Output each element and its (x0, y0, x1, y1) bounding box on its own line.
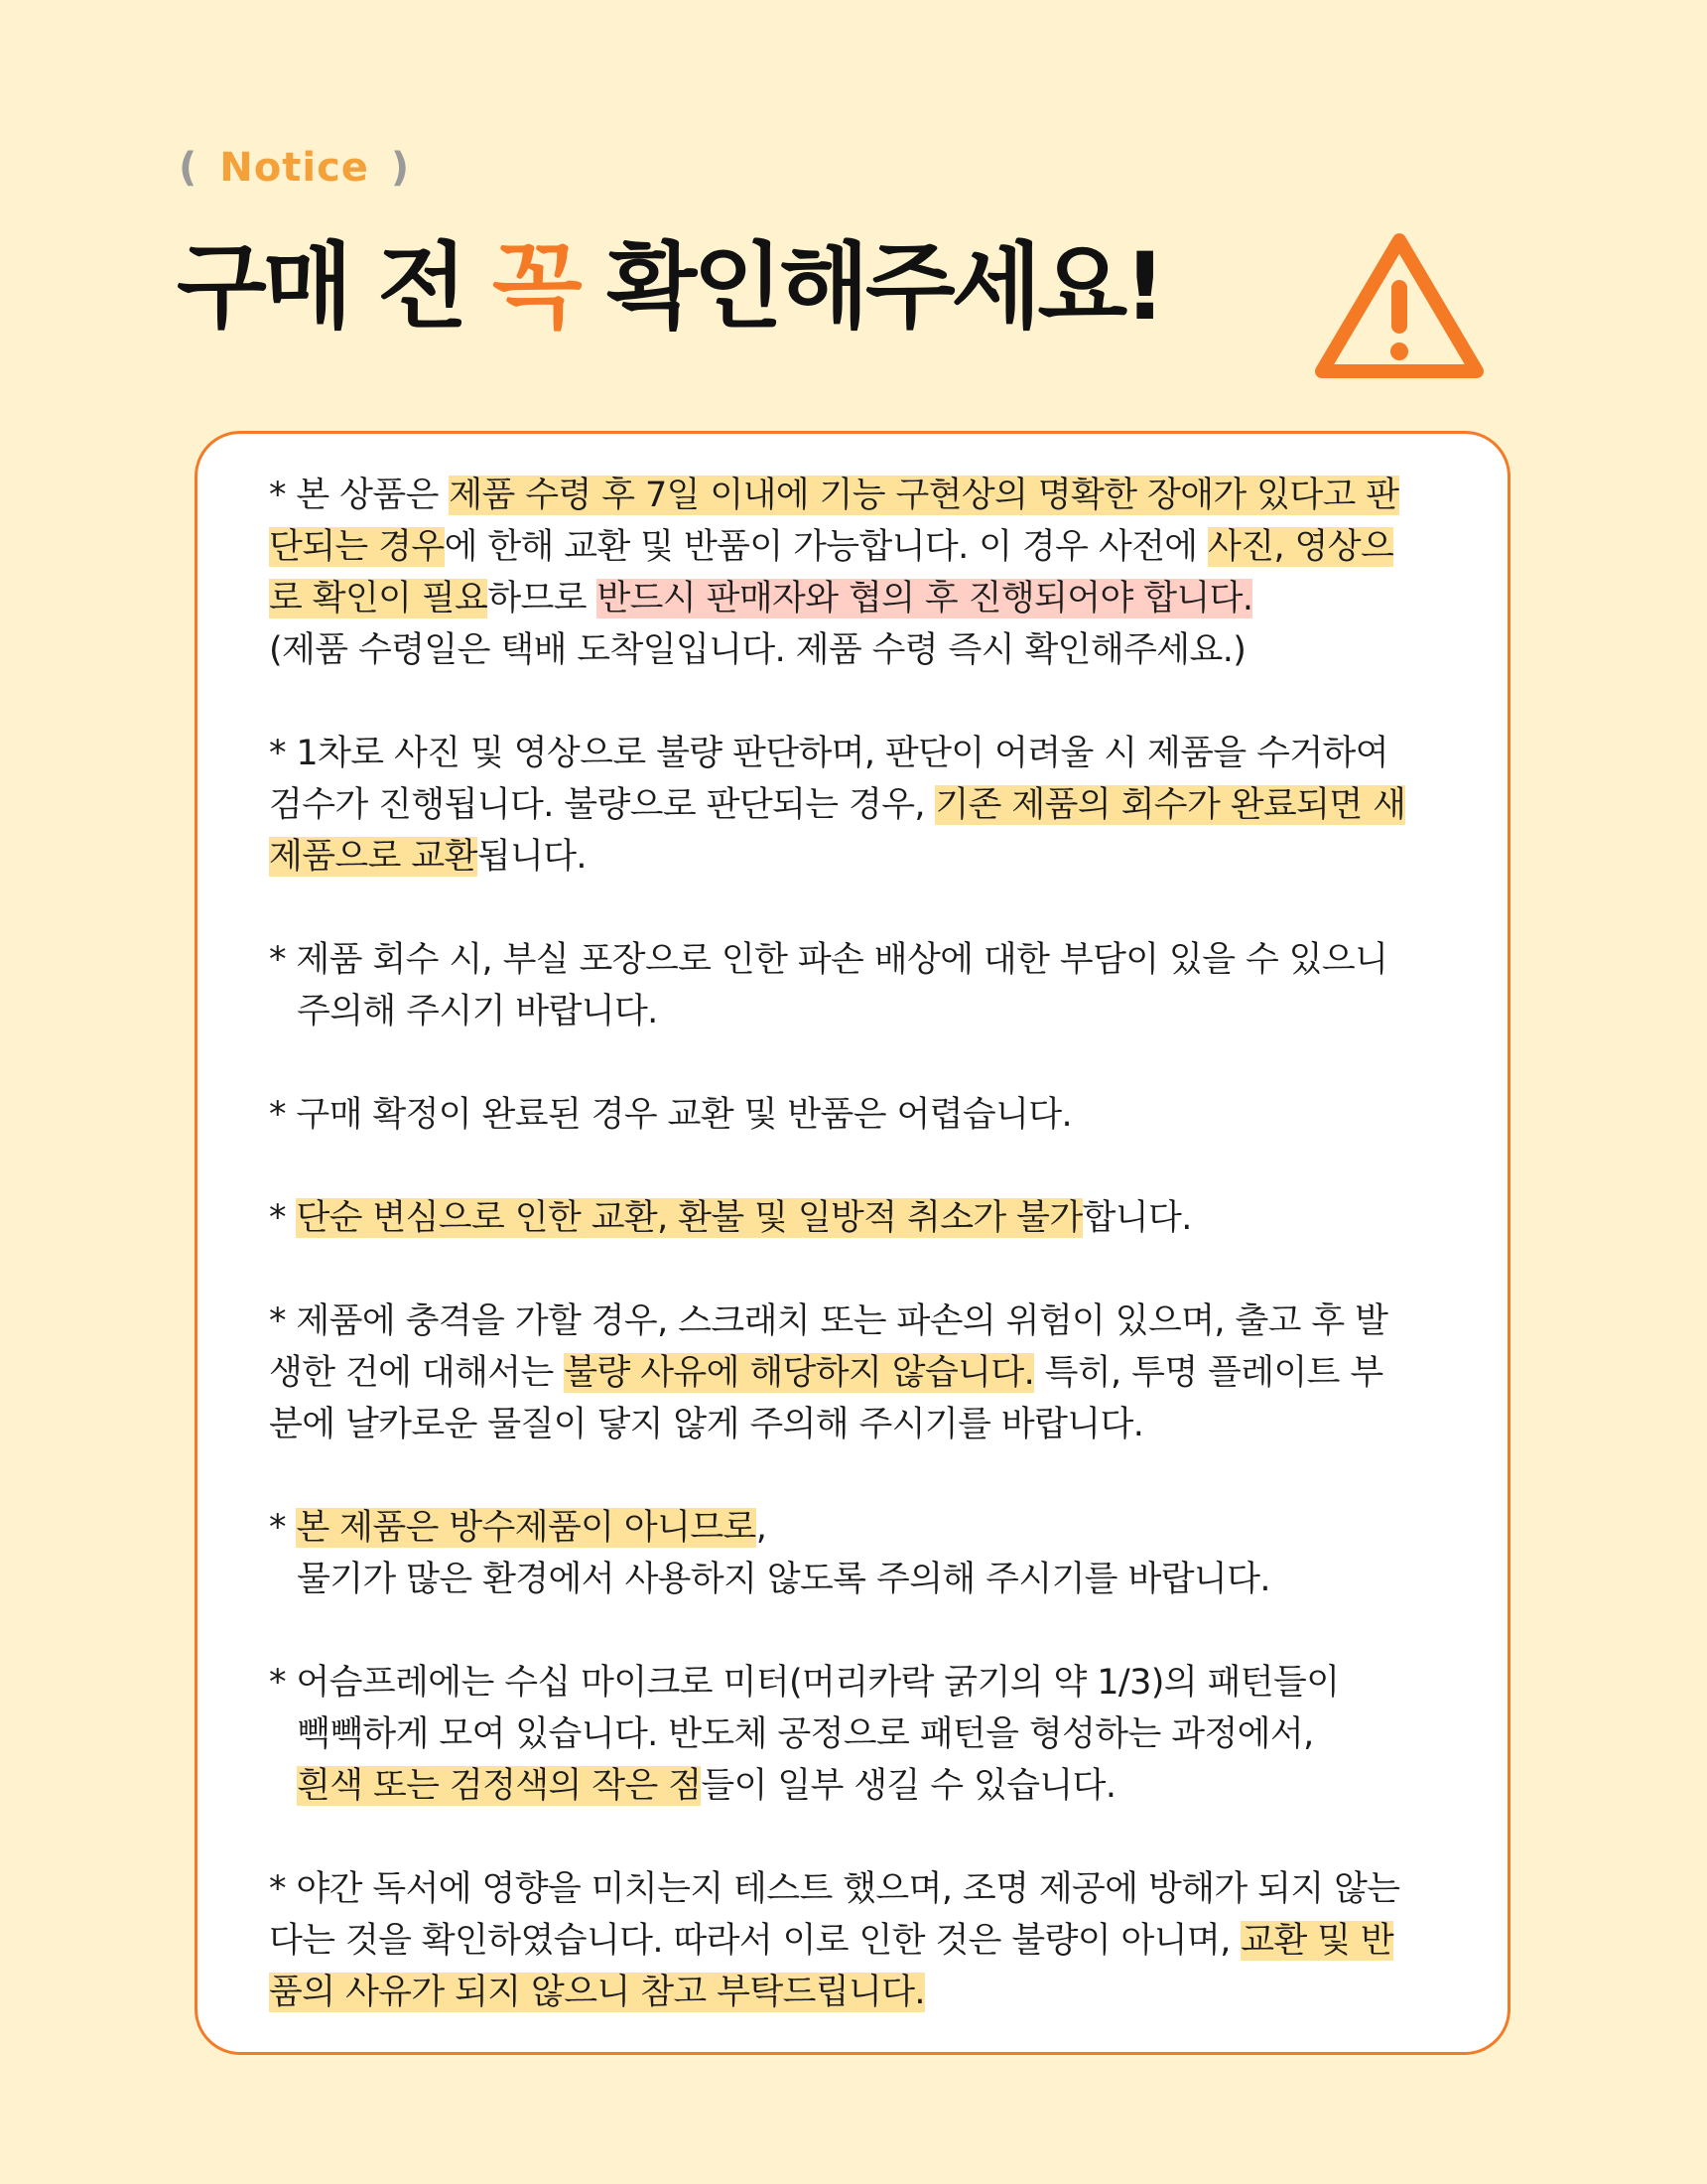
note-text: 검수가 진행됩니다. 불량으로 판단되는 경우, (269, 785, 936, 825)
note-text: 분에 날카로운 물질이 닿지 않게 주의해 주시기를 바랍니다. (269, 1405, 1144, 1444)
note-micro-pattern (269, 1657, 1460, 1812)
note-text: * (269, 1508, 297, 1548)
note-highlight-pink: 반드시 판매자와 협의 후 진행되어야 합니다. (596, 579, 1253, 618)
note-text: * 제품에 충격을 가할 경우, 스크래치 또는 파손의 위험이 있으며, 출고 후 발 (269, 1301, 1388, 1341)
warning-triangle-icon (1310, 226, 1489, 385)
note-text: 다는 것을 확인하였습니다. 따라서 이로 인한 것은 불량이 아니며, (269, 1921, 1242, 1961)
note-text: 주의해 주시기 바랍니다. (297, 992, 658, 1031)
note-highlight: 흰색 또는 검정색의 작은 점 (297, 1766, 702, 1806)
note-text: 하므로 (487, 579, 597, 618)
page-title (177, 233, 1163, 341)
note-text: * 제품 회수 시, 부실 포장으로 인한 파손 배상에 대한 부담이 있을 수 있으니 (269, 940, 1388, 980)
note-text: 물기가 많은 환경에서 사용하지 않도록 주의해 주시기를 바랍니다. (297, 1560, 1270, 1599)
note-highlight: 로 확인이 필요 (269, 579, 488, 618)
note-text: 빽빽하게 모여 있습니다. 반도체 공정으로 패턴을 형성하는 과정에서, (297, 1714, 1314, 1754)
note-highlight: 교환 및 반 (1241, 1921, 1394, 1961)
title-after: 확인해주세요! (578, 233, 1163, 341)
eyebrow-word: Notice (219, 145, 369, 191)
note-text: * 1차로 사진 및 영상으로 불량 판단하며, 판단이 어려울 시 제품을 수거하여 (269, 734, 1388, 773)
note-highlight: 본 제품은 방수제품이 아니므로 (296, 1508, 756, 1548)
note-highlight: 제품으로 교환 (269, 837, 477, 877)
title-before: 구매 전 (177, 233, 492, 341)
note-not-waterproof (269, 1502, 1460, 1605)
note-exchange-policy (269, 470, 1460, 676)
note-highlight: 불량 사유에 해당하지 않습니다. (564, 1353, 1035, 1393)
note-text: * (269, 1198, 297, 1238)
note-text: 특히, 투명 플레이트 부 (1034, 1353, 1383, 1393)
note-highlight: 기존 제품의 회수가 완료되면 새 (935, 785, 1406, 825)
note-night-reading (269, 1863, 1460, 2018)
note-text: 합니다. (1082, 1198, 1192, 1238)
note-text: * 구매 확정이 완료된 경우 교환 및 반품은 어렵습니다. (269, 1095, 1073, 1135)
note-text: (제품 수령일은 택배 도착일입니다. 제품 수령 즉시 확인해주세요.) (269, 630, 1247, 670)
note-purchase-confirmed (269, 1089, 1460, 1141)
notice-card (195, 431, 1510, 2055)
eyebrow-close-paren: ) (390, 145, 411, 191)
note-highlight: 사진, 영상으 (1208, 527, 1394, 567)
note-return-packaging (269, 934, 1460, 1037)
note-text: 에 한해 교환 및 반품이 가능합니다. 이 경우 사전에 (444, 527, 1209, 567)
note-text: 생한 건에 대해서는 (269, 1353, 565, 1393)
note-highlight: 품의 사유가 되지 않으니 참고 부탁드립니다. (269, 1973, 925, 2012)
eyebrow-open-paren: ( (179, 145, 198, 191)
note-change-of-mind (269, 1192, 1460, 1244)
note-text: * 어슴프레에는 수십 마이크로 미터(머리카락 굵기의 약 1/3)의 패턴들이 (269, 1663, 1340, 1703)
notice-list (269, 470, 1460, 2070)
note-defect-inspection (269, 728, 1460, 883)
note-highlight: 제품 수령 후 7일 이내에 기능 구현상의 명확한 장애가 있다고 판 (449, 476, 1399, 515)
note-text: * 본 상품은 (269, 476, 450, 515)
note-highlight: 단순 변심으로 인한 교환, 환불 및 일방적 취소가 불가 (296, 1198, 1083, 1238)
note-impact-damage (269, 1296, 1460, 1450)
title-accent: 꼭 (491, 233, 579, 341)
note-text: , (755, 1508, 767, 1548)
notice-eyebrow (179, 145, 410, 191)
note-highlight: 단되는 경우 (269, 527, 445, 567)
note-text: 됩니다. (476, 837, 587, 877)
note-text: * 야간 독서에 영향을 미치는지 테스트 했으며, 조명 제공에 방해가 되지 않는 (269, 1869, 1400, 1909)
note-text: 들이 일부 생길 수 있습니다. (701, 1766, 1116, 1806)
